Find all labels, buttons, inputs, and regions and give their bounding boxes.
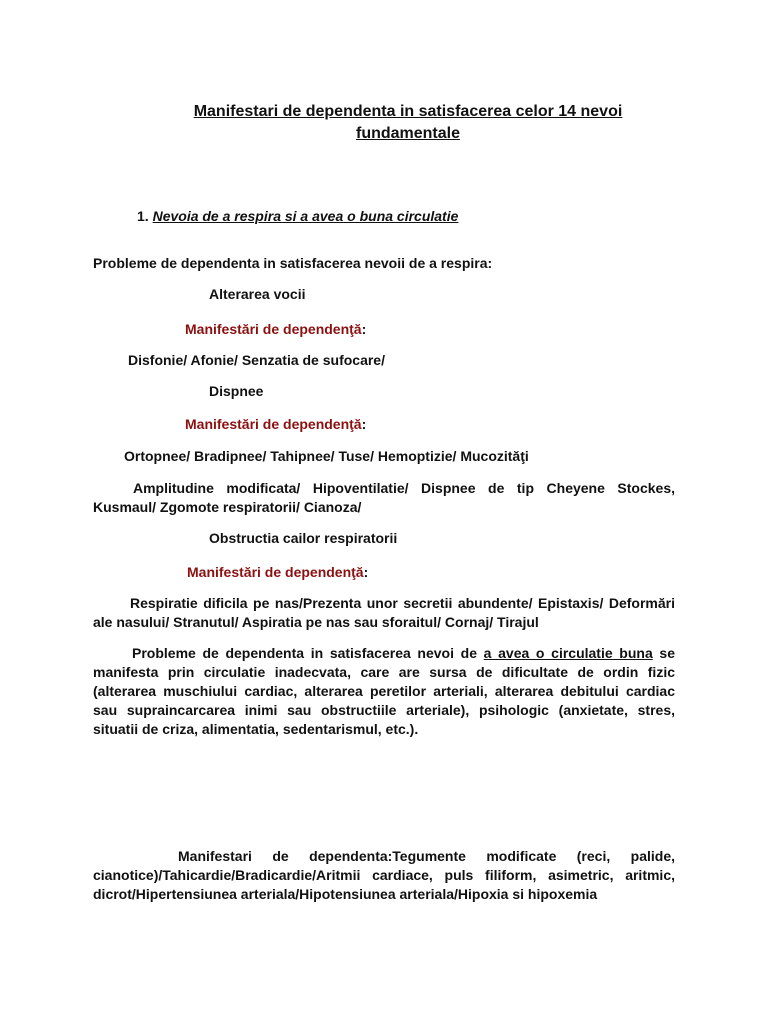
manifest-label: Manifestări de dependenţă: [187, 564, 364, 580]
manifestations-dispnee-paragraph: Amplitudine modificata/ Hipoventilatie/ Dispnee de tip Cheyene Stockes, Kusmaul/ Zgomote respiratorii/ Cianoza/: [93, 480, 675, 515]
document-title-line1: Manifestari de dependenta in satisfacerea celor 14 nevoi: [193, 103, 623, 120]
circulation-rest: se manifesta prin circulatie inadecvata, care are sursa de dificultate de ordin fizic (alterarea muschiului cardiac, alterarea peretilor arteriali, alterarea debitului cardiac sau supraincarcarea inimi sau obstructiile arteriale), psihologic (anxietate, stres, situatii de criza, alimentatia, sedentarismul, etc.).: [93, 645, 675, 737]
manifestations-obstructia-paragraph: Respiratie dificila pe nas/Prezenta unor secretii abundente/ Epistaxis/ Deformări ale nasului/ Stranutul/ Aspiratia pe nas sau sforaitul/ Cornaj/ Tirajul: [93, 595, 675, 630]
section-heading: [137, 207, 458, 225]
problems-intro: Probleme de dependenta in satisfacerea nevoii de a respira:: [93, 255, 493, 271]
manifest-heading-1: [185, 320, 366, 338]
manifestations-dispnee-line1: Ortopnee/ Bradipnee/ Tahipnee/ Tuse/ Hemoptizie/ Mucozităţi: [124, 448, 529, 464]
circulation-underlined: a avea o circulatie buna: [483, 645, 653, 661]
document-title-line2: fundamentale: [355, 125, 460, 142]
item-alterarea-vocii: Alterarea vocii: [209, 286, 306, 302]
manifest-heading-3: [187, 563, 368, 581]
manifest-heading-2: [185, 415, 366, 433]
circulation-lead: Probleme de dependenta in satisfacerea nevoi de: [132, 645, 484, 661]
item-obstructia: Obstructia cailor respiratorii: [209, 530, 398, 546]
manifest-colon: :: [361, 321, 367, 337]
section-number: 1.: [137, 208, 153, 224]
manifestations-vocii: Disfonie/ Afonie/ Senzatia de sufocare/: [128, 352, 385, 368]
manifest-label: Manifestări de dependenţă: [185, 416, 362, 432]
manifest-colon: :: [363, 564, 369, 580]
circulation-paragraph: [93, 644, 675, 739]
final-manifestations-paragraph: Manifestari de dependenta:Tegumente modificate (reci, palide, cianotice)/Tahicardie/Bradicardie/Aritmii cardiace, puls filiform, asimetric, aritmic, dicrot/Hipertensiunea arteriala/Hipotensiunea arteriala/Hipoxia si hipoxemia: [93, 848, 675, 902]
section-title: Nevoia de a respira si a avea o buna circulatie: [152, 208, 459, 224]
manifest-label: Manifestări de dependenţă: [185, 321, 362, 337]
item-dispnee: Dispnee: [209, 383, 264, 399]
manifest-colon: :: [361, 416, 367, 432]
